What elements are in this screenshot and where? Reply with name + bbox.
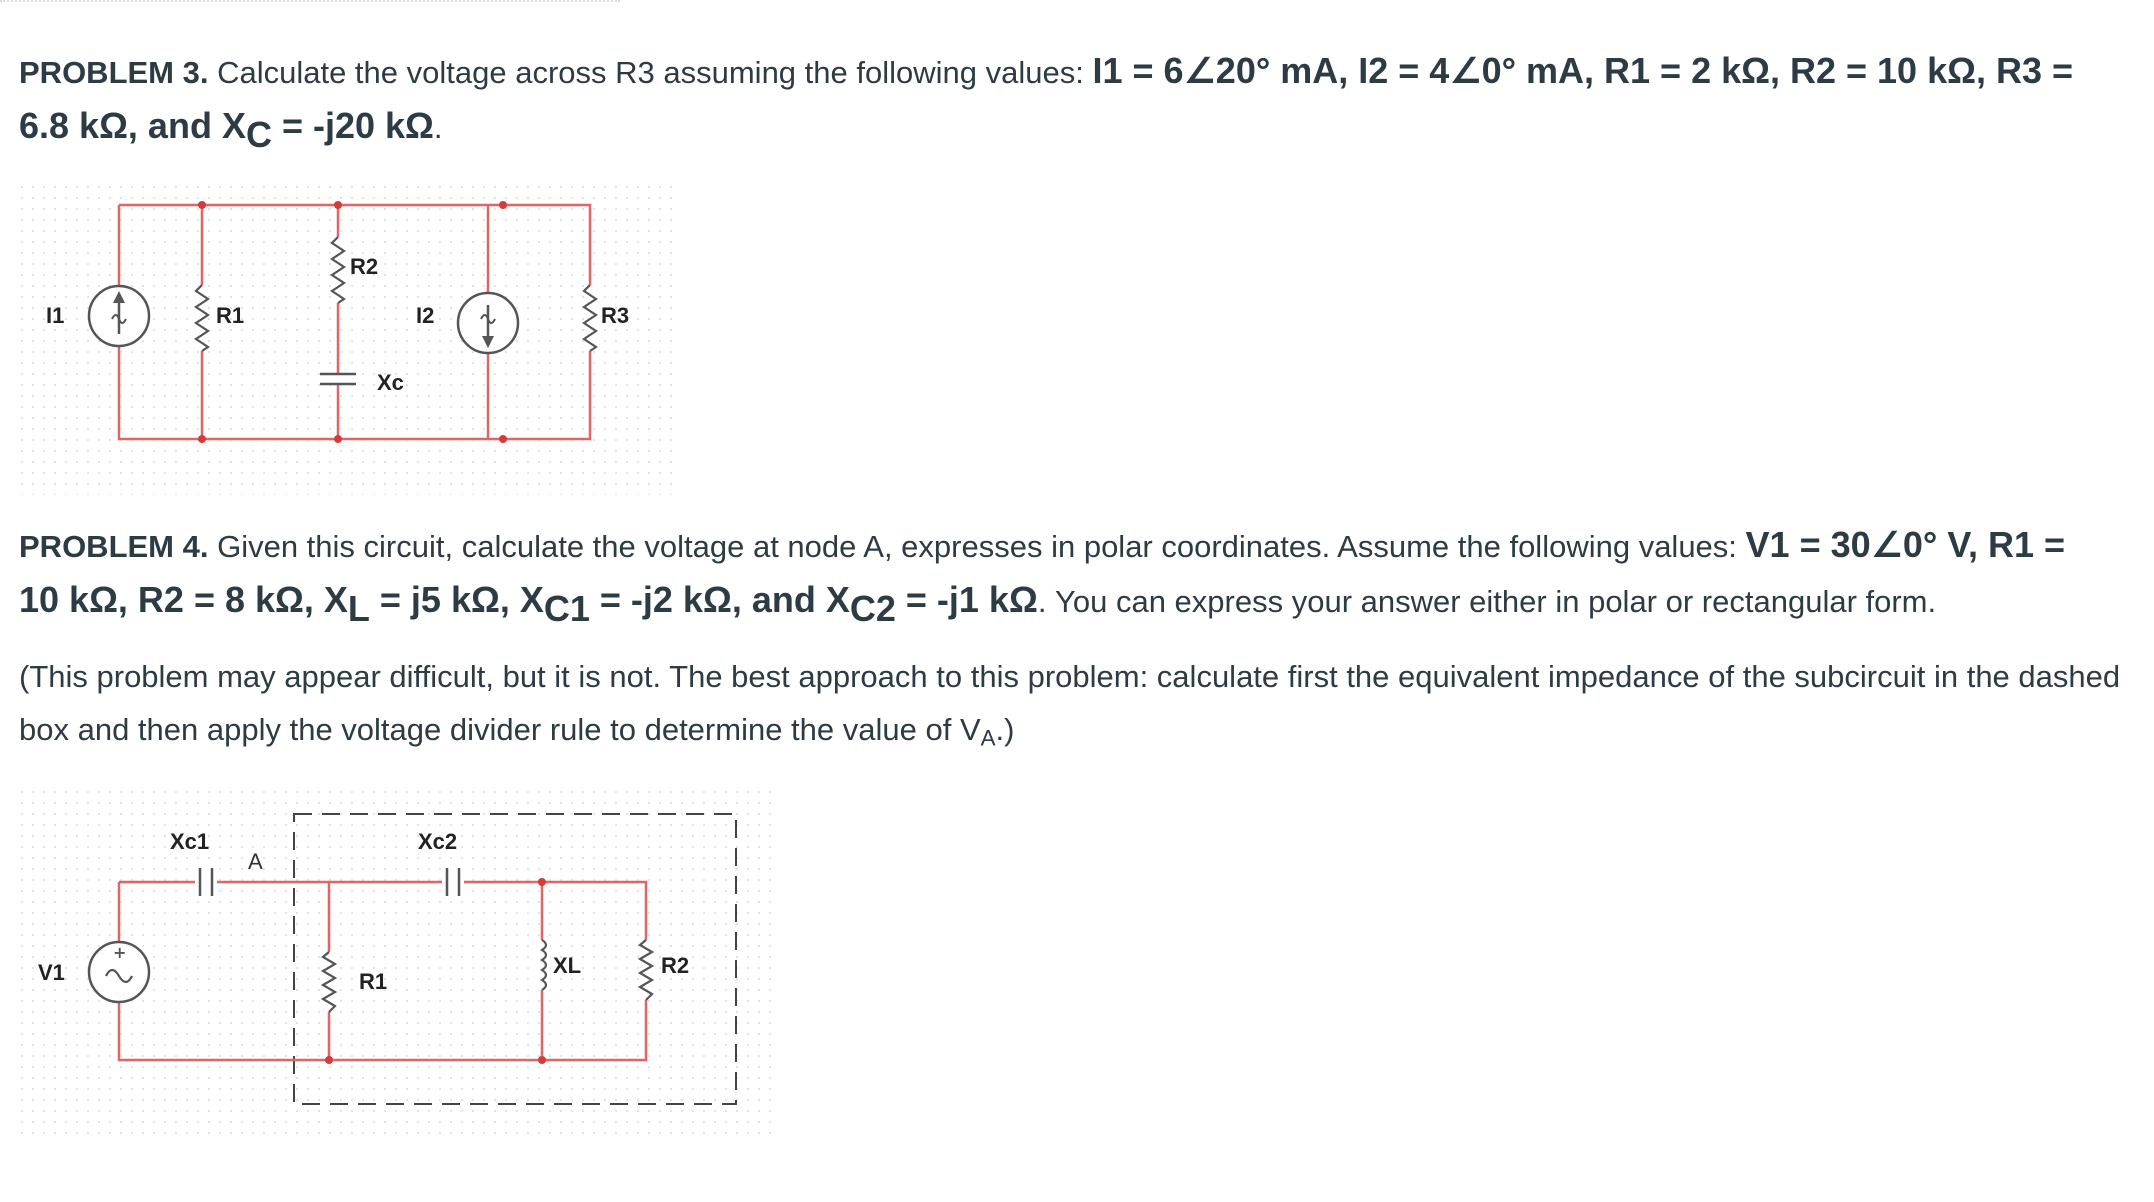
problem-4-hint-subscript: A	[980, 725, 996, 751]
i1-current-source	[89, 286, 149, 346]
problem-4-xc2-value: = -j1 kΩ	[895, 579, 1038, 620]
v1-label: V1	[38, 960, 65, 985]
problem-4-text: Given this circuit, calculate the voltage at node A, expresses in polar coordinates. Assume the following values:	[208, 529, 1746, 564]
r1-label-p4: R1	[359, 969, 388, 994]
top-divider	[0, 0, 620, 5]
problem-3-circuit	[20, 185, 680, 495]
r1-resistor	[196, 285, 208, 351]
r2-resistor	[332, 237, 344, 303]
problem-3-xc-subscript: C	[245, 114, 272, 155]
xc1-label: Xc1	[170, 829, 210, 854]
problem-3-xc-value: = -j20 kΩ	[271, 105, 434, 146]
problem-4-xl-value: = j5 kΩ, X	[369, 579, 544, 620]
problem-4-text-end: . You can express your answer either in polar or rectangular form.	[1037, 584, 1937, 619]
problem-4-xc1-subscript: C1	[543, 588, 590, 629]
problem-4-circuit	[20, 790, 780, 1140]
xc1-capacitor	[195, 868, 217, 896]
problem-4-heading: PROBLEM 4.	[19, 529, 209, 564]
v1-voltage-source	[89, 942, 149, 1002]
i1-label: I1	[46, 303, 65, 328]
r2-label: R2	[350, 254, 379, 279]
xc2-label: Xc2	[418, 829, 458, 854]
xc2-capacitor	[442, 868, 464, 896]
problem-4-hint	[19, 650, 2129, 756]
problem-4-values-line1: V1 = 30∠0° V, R1 =	[1745, 524, 2066, 565]
problem-4-xl-subscript: L	[347, 588, 370, 629]
xc-label: Xc	[377, 370, 404, 395]
xl-label: XL	[553, 953, 582, 978]
problem-3-values-line2: 6.8 kΩ, and X	[19, 105, 246, 146]
problem-4-values-line2: 10 kΩ, R2 = 8 kΩ, X	[19, 579, 348, 620]
problem-3-statement	[19, 44, 2129, 154]
i2-label: I2	[416, 303, 435, 328]
problem-4-statement	[19, 518, 2129, 628]
r1-resistor-p4	[323, 952, 335, 1012]
problem-3-text: Calculate the voltage across R3 assuming the following values:	[208, 55, 1093, 90]
svg-text:+: +	[113, 943, 127, 962]
r2-resistor-p4	[640, 940, 652, 1000]
problem-3-values-line1: I1 = 6∠20° mA, I2 = 4∠0° mA, R1 = 2 kΩ, R2 = 10 kΩ, R3 =	[1092, 50, 2074, 91]
node-a-label: A	[248, 849, 263, 874]
problem-4-xc1-value: = -j2 kΩ, and X	[589, 579, 850, 620]
r3-label: R3	[601, 303, 630, 328]
xc-capacitor	[320, 373, 356, 385]
i2-current-source	[458, 293, 518, 353]
xl-inductor	[536, 940, 550, 990]
problem-4-hint-text: (This problem may appear difficult, but it is not. The best approach to this problem: calculate first the equivalent impedance of the subcircuit in the dashed box and then apply the voltage divider rule to determine the value of V	[19, 659, 2121, 747]
r1-label: R1	[216, 303, 245, 328]
r2-label-p4: R2	[661, 953, 690, 978]
r3-resistor	[584, 285, 596, 351]
problem-4-xc2-subscript: C2	[849, 588, 896, 629]
problem-3-heading: PROBLEM 3.	[19, 55, 209, 90]
problem-4-hint-end: .)	[995, 712, 1015, 747]
problem-3-period: .	[433, 110, 443, 145]
